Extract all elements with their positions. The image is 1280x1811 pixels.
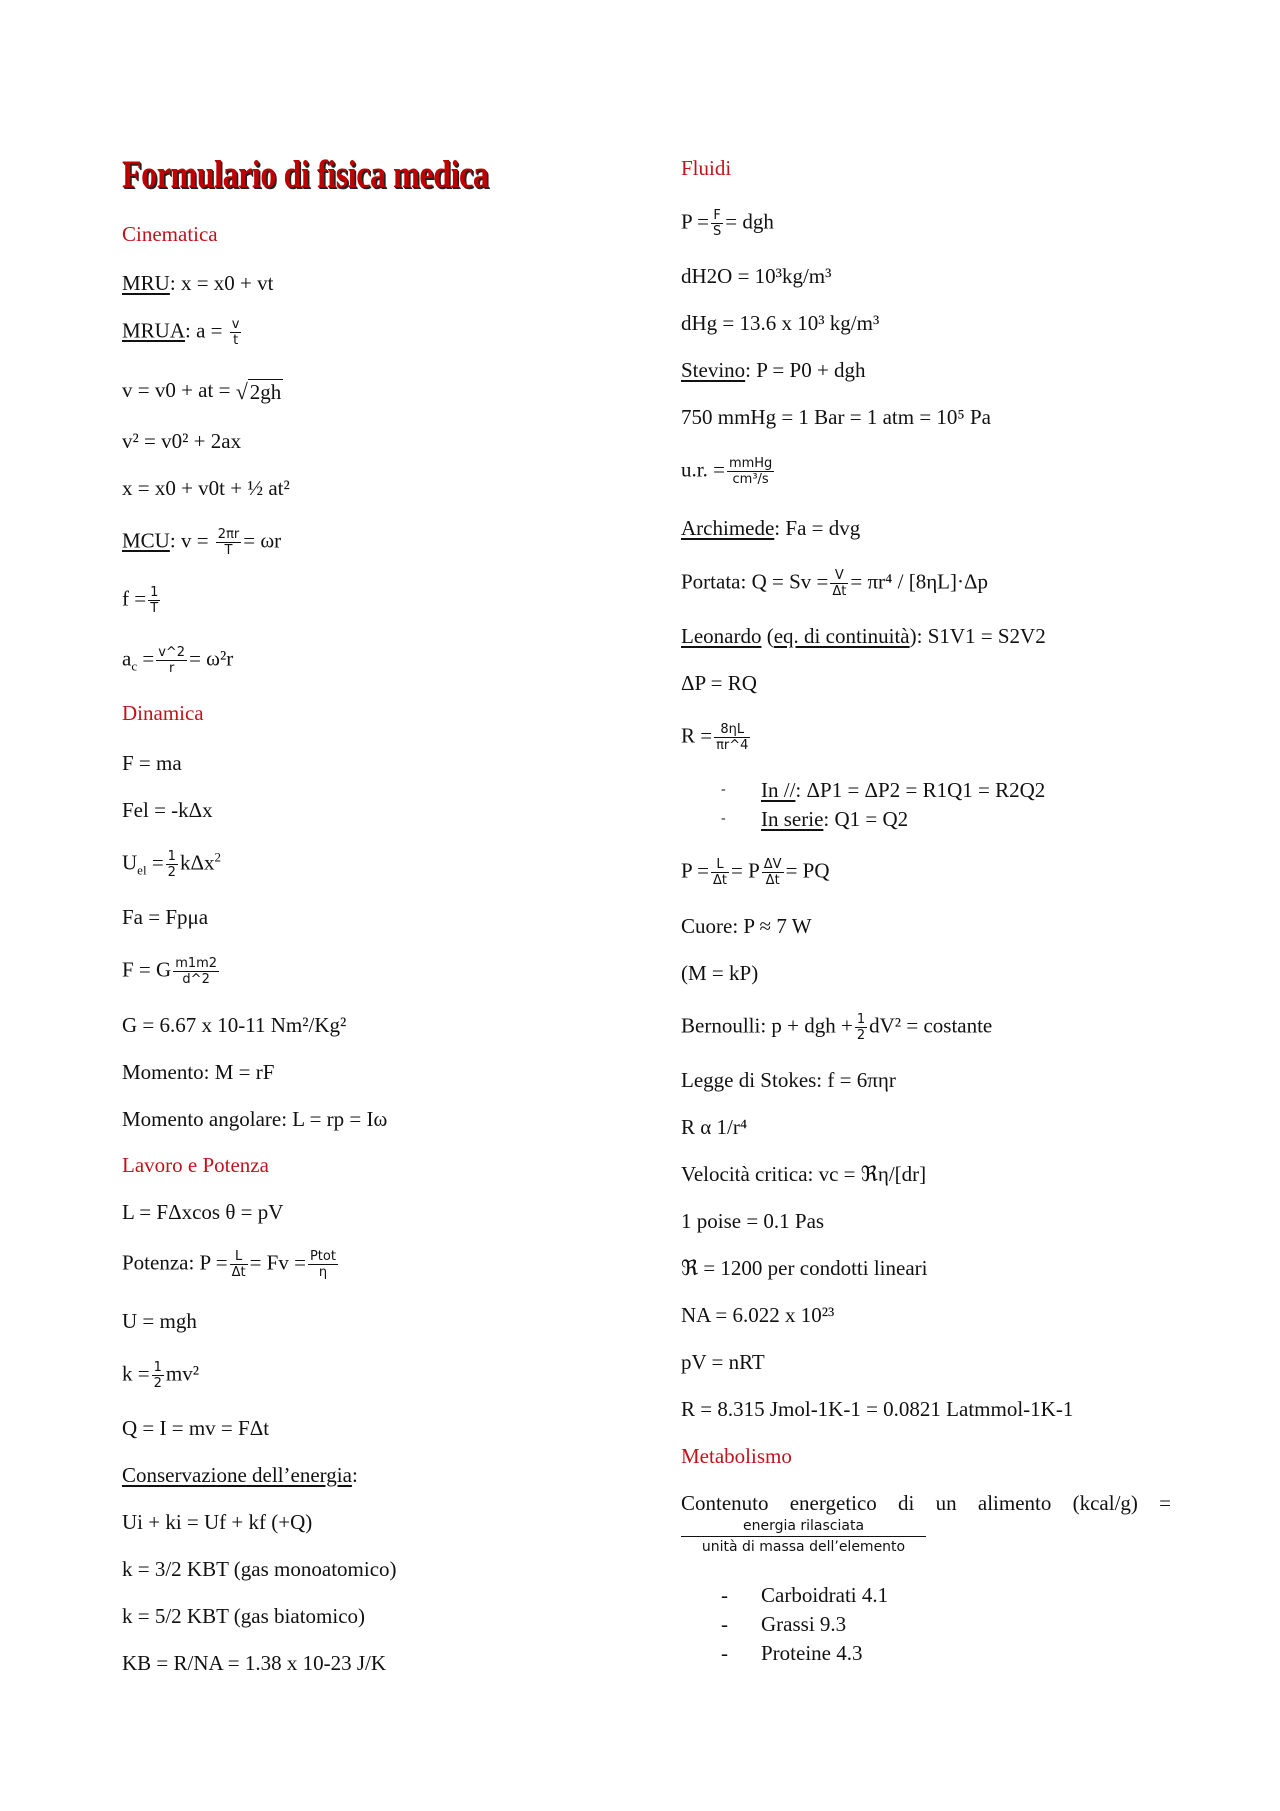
label-mrua: MRUA xyxy=(122,318,186,343)
label-mcu: MCU xyxy=(122,528,170,553)
fraction-mmhg-over-cm3s xyxy=(727,456,774,487)
formula-archimede: Archimede: Fa = dvg xyxy=(681,516,861,540)
portata-rhs: = πr⁴ / [8ηL]·Δp xyxy=(850,569,988,594)
formula-resistance xyxy=(681,722,752,753)
label-in-serie: In serie xyxy=(761,807,824,831)
fraction-L-over-dt xyxy=(230,1249,248,1280)
text-energy-content: Contenuto energetico di un alimento (kcal/g) = xyxy=(681,1491,1171,1515)
list-item-nutrient xyxy=(721,1582,889,1608)
fraction-energy-per-mass xyxy=(681,1516,926,1557)
formula-avogadro: NA = 6.022 x 10²³ xyxy=(681,1303,835,1327)
list-item-parallel: - In //: ΔP1 = ΔP2 = R1Q1 = R2Q2 xyxy=(721,778,1046,802)
section-dinamica: Dinamica xyxy=(122,701,204,725)
archimede-equation: Fa = dvg xyxy=(785,516,861,540)
section-lavoro: Lavoro e Potenza xyxy=(122,1153,269,1177)
bullet-dash: - xyxy=(721,1641,728,1665)
mrua-lhs: a = xyxy=(196,318,223,343)
frac-den: r xyxy=(168,661,175,676)
frac-num: V xyxy=(830,568,848,584)
label-archimede: Archimede xyxy=(681,516,775,540)
kinetic-lhs: k = xyxy=(122,1361,150,1386)
label-eq-continuita: eq. di continuità xyxy=(773,624,910,648)
power-flow-lhs: P = xyxy=(681,858,709,883)
formula-g-constant: G = 6.67 x 10-11 Nm²/Kg² xyxy=(122,1013,347,1037)
fraction-L-over-dt xyxy=(711,857,729,888)
fraction-1-over-T xyxy=(148,585,160,616)
label-stevino: Stevino xyxy=(681,358,746,382)
fraction-F-over-S xyxy=(711,208,723,239)
formula-elastic-force: Fel = -kΔx xyxy=(122,798,213,822)
formula-critical-velocity: Velocità critica: vc = ℜη/[dr] xyxy=(681,1162,927,1186)
formula-pressure-units: 750 mmHg = 1 Bar = 1 atm = 10⁵ Pa xyxy=(681,405,991,429)
fraction-ptot-over-eta xyxy=(308,1249,338,1280)
nutrient-grassi: Grassi 9.3 xyxy=(761,1612,847,1636)
ur-lhs: u.r. = xyxy=(681,457,725,482)
formula-mcu: MCU: v = $\frac{2\pi r}{T}$ = ωr xyxy=(122,527,282,558)
formula-delta-p: ΔP = RQ xyxy=(681,671,757,695)
section-metabolismo: Metabolismo xyxy=(681,1444,792,1468)
pressure-lhs: P = xyxy=(681,209,709,234)
formula-frequency: f = $\frac{1}{T}$ xyxy=(122,585,159,616)
bernoulli-rhs: dV² = costante xyxy=(869,1013,993,1038)
frac-den: T xyxy=(224,543,233,558)
formula-position: x = x0 + v0t + ½ at² xyxy=(122,476,290,500)
formula-work: L = FΔxcos θ = pV xyxy=(122,1200,284,1224)
fraction-1-over-2 xyxy=(166,849,178,880)
fraction-1-over-2 xyxy=(152,1360,164,1391)
list-item-nutrient xyxy=(721,1640,863,1666)
kinetic-rhs: mv² xyxy=(165,1361,200,1386)
formula-bernoulli xyxy=(681,1012,992,1043)
label-leonardo: Leonardo xyxy=(681,624,762,648)
power-lhs: Potenza: P = xyxy=(122,1250,228,1275)
formula-mru: MRU: x = x0 + vt xyxy=(122,271,274,295)
section-fluidi: Fluidi xyxy=(681,156,732,180)
frac-num: L xyxy=(711,857,729,873)
fraction-v-over-t xyxy=(230,317,242,348)
frac-num: m1m2 xyxy=(175,956,218,971)
formula-kinetic-energy xyxy=(122,1360,199,1391)
formula-density-mercury: dHg = 13.6 x 10³ kg/m³ xyxy=(681,311,880,335)
frac-den: cm³/s xyxy=(732,472,769,487)
list-item-nutrient xyxy=(721,1611,847,1637)
frac-num: L xyxy=(230,1249,248,1265)
nutrient-proteine: Proteine 4.3 xyxy=(761,1641,863,1665)
sqrt-argument: 2gh xyxy=(249,380,282,405)
energy-numerator: energia rilasciata xyxy=(681,1516,926,1537)
bullet-dash: - xyxy=(721,811,726,826)
frac-den: Δt xyxy=(231,1265,246,1280)
frac-den: T xyxy=(150,601,159,616)
section-cinematica: Cinematica xyxy=(122,222,218,246)
frac-num: 1 xyxy=(167,849,176,864)
formula-stevino: Stevino: P = P0 + dgh xyxy=(681,358,866,382)
frac-num: 8ηL xyxy=(714,722,750,738)
label-mru: MRU xyxy=(122,271,170,295)
bullet-dash: - xyxy=(721,1583,728,1607)
fraction-1-over-2 xyxy=(855,1012,867,1043)
formula-impulse: Q = I = mv = FΔt xyxy=(122,1416,270,1440)
power-mid: = Fv = xyxy=(249,1250,306,1275)
formula-k-monoatomic: k = 3/2 KBT (gas monoatomico) xyxy=(122,1557,397,1581)
label-in-parallel: In // xyxy=(761,778,796,802)
formula-density-water: dH2O = 10³kg/m³ xyxy=(681,264,832,288)
frac-den: Δt xyxy=(713,873,727,888)
nutrient-carboidrati: Carboidrati 4.1 xyxy=(761,1583,889,1607)
frac-num: 2πr xyxy=(217,527,240,542)
fraction-2pir-over-T xyxy=(216,527,241,558)
bullet-dash: - xyxy=(721,782,726,797)
frac-num: Ptot xyxy=(309,1249,336,1264)
list-item-serie: - In serie: Q1 = Q2 xyxy=(721,807,909,831)
formula-heart-power: Cuore: P ≈ 7 W xyxy=(681,914,812,938)
frac-num: 1 xyxy=(150,585,159,600)
bernoulli-lhs: Bernoulli: p + dgh + xyxy=(681,1013,853,1038)
formula-velocity xyxy=(122,377,283,405)
formula-angular-momentum: Momento angolare: L = rp = Iω xyxy=(122,1107,388,1131)
label-conservazione: Conservazione dell’energia xyxy=(122,1463,352,1487)
formula-pressure xyxy=(681,208,774,239)
portata-lhs: Portata: Q = Sv = xyxy=(681,569,829,594)
formula-ideal-gas: pV = nRT xyxy=(681,1350,765,1374)
frac-num: mmHg xyxy=(728,456,773,471)
formula-r-alpha: R α 1/r⁴ xyxy=(681,1115,748,1139)
heading-conservazione: Conservazione dell’energia: xyxy=(122,1463,358,1487)
sqrt-symbol: √2gh xyxy=(235,379,282,405)
fraction-8etaL-over-pir4 xyxy=(714,722,750,753)
frac-num: 1 xyxy=(856,1012,866,1027)
serie-equation: Q1 = Q2 xyxy=(834,807,909,831)
frac-den: Δt xyxy=(832,584,847,599)
parallel-equation: ΔP1 = ΔP2 = R1Q1 = R2Q2 xyxy=(806,778,1046,802)
formula-stokes: Legge di Stokes: f = 6πηr xyxy=(681,1068,896,1092)
frac-den: η xyxy=(318,1265,328,1280)
formula-reynolds: ℜ = 1200 per condotti lineari xyxy=(681,1256,928,1280)
formula-energy-conservation: Ui + ki = Uf + kf (+Q) xyxy=(122,1510,313,1534)
frac-den: 2 xyxy=(153,1376,162,1391)
formula-gas-constant: R = 8.315 Jmol-1K-1 = 0.0821 Latmmol-1K-1 xyxy=(681,1397,1074,1421)
bullet-dash: - xyxy=(721,1612,728,1636)
formula-potential-energy: U = mgh xyxy=(122,1309,197,1333)
formula-resistance-unit xyxy=(681,456,776,487)
centripetal-rhs: = ω²r xyxy=(189,646,234,671)
fraction-m1m2-over-d2 xyxy=(173,956,219,987)
formula-v-squared: v² = v0² + 2ax xyxy=(122,429,242,453)
frac-num: v^2 xyxy=(158,645,186,660)
frac-den: S xyxy=(713,224,722,239)
leonardo-equation: S1V1 = S2V2 xyxy=(927,624,1046,648)
formula-gravitation: F = G $\frac{m1m2}{d\^{}2}$ xyxy=(122,956,218,987)
pressure-rhs: = dgh xyxy=(725,209,774,234)
formula-mrua: MRUA: a = $\frac{v}{t}$ xyxy=(122,317,240,348)
mru-equation: x = x0 + vt xyxy=(180,271,274,295)
formula-power-flow xyxy=(681,857,830,888)
formula-leonardo: Leonardo (eq. di continuità): S1V1 = S2V2 xyxy=(681,624,1046,648)
formula-k-biatomic: k = 5/2 KBT (gas biatomico) xyxy=(122,1604,366,1628)
formula-power xyxy=(122,1249,340,1280)
stevino-equation: P = P0 + dgh xyxy=(756,358,866,382)
frac-num: ΔV xyxy=(763,857,782,872)
fraction-V-over-dt xyxy=(830,568,848,599)
frac-den: Δt xyxy=(765,873,780,888)
frac-den: 2 xyxy=(856,1028,866,1043)
frac-num: 1 xyxy=(153,1360,162,1375)
formula-newton: F = ma xyxy=(122,751,182,775)
power-flow-mid: = P xyxy=(731,858,760,883)
page-title: Formulario di fisica medica xyxy=(122,153,489,196)
formula-portata xyxy=(681,568,988,599)
fraction-v2-over-r xyxy=(156,645,187,676)
energy-denominator: unità di massa dell’elemento xyxy=(701,1539,906,1555)
frac-den: t xyxy=(233,333,239,348)
formula-poise: 1 poise = 0.1 Pas xyxy=(681,1209,825,1233)
mcu-rhs: = ωr xyxy=(243,528,282,553)
frac-num: F xyxy=(711,208,723,224)
frac-den: πr^4 xyxy=(716,738,749,753)
formula-centripetal: $a_c$ = $\frac{v\^{}2}{r}$ = ω²r xyxy=(122,645,234,676)
formula-boltzmann: KB = R/NA = 1.38 x 10-23 J/K xyxy=(122,1651,387,1675)
frac-num: v xyxy=(231,317,240,332)
formula-moment: Momento: M = rF xyxy=(122,1060,275,1084)
resistance-lhs: R = xyxy=(681,723,713,748)
frac-den: d^2 xyxy=(182,972,210,987)
frac-den: 2 xyxy=(167,865,176,880)
formula-m-kp: (M = kP) xyxy=(681,961,759,985)
velocity-equation: v = v0 + at = xyxy=(122,378,231,402)
formula-elastic-energy: $U_{el}$ = $\frac{1}{2}$ kΔx$^2$ xyxy=(122,849,221,880)
formula-friction: Fa = Fpμa xyxy=(122,905,209,929)
fraction-dV-over-dt xyxy=(762,857,784,888)
power-flow-rhs: = PQ xyxy=(785,858,830,883)
